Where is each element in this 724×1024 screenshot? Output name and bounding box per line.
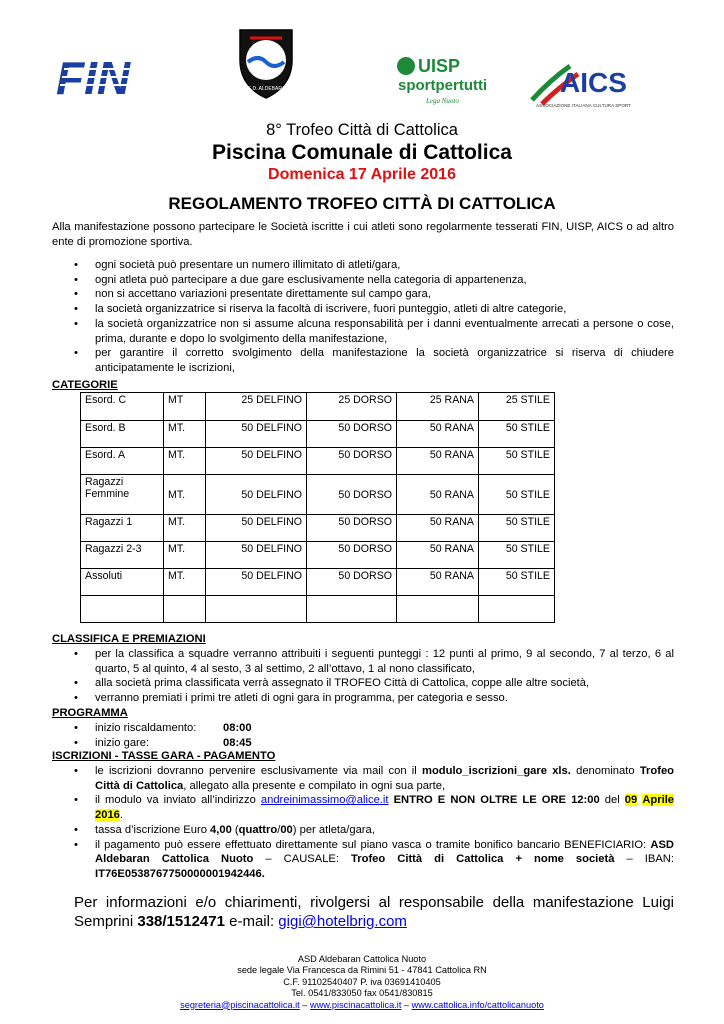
classifica-item: • alla società prima classificata verrà assegnato il TROFEO Città di Cattolica, coppe alle altre società, xyxy=(52,676,674,691)
rule-item: • ogni società può presentare un numero illimitato di atleti/gara, xyxy=(52,258,674,273)
footer-phone: Tel. 0541/833050 fax 0541/830815 xyxy=(291,988,433,999)
table-row xyxy=(81,475,555,515)
uisp-logo xyxy=(396,52,486,106)
category-cell: Ragazzi Femmine xyxy=(81,475,164,515)
race-cell: 50 DELFINO xyxy=(206,448,307,475)
uisp-logo-main: UISP xyxy=(418,56,461,76)
table-row xyxy=(81,421,555,448)
categories-heading: CATEGORIE xyxy=(52,379,118,391)
footer-org: ASD Aldebaran Cattolica Nuoto xyxy=(297,954,427,964)
footer-site-link[interactable]: www.piscinacattolica.it xyxy=(309,999,402,1010)
fin-logo xyxy=(54,54,170,100)
unit-cell: MT. xyxy=(164,475,206,515)
race-cell: 50 STILE xyxy=(479,542,555,569)
aldebaran-logo xyxy=(232,26,300,100)
rule-item: • la società organizzatrice si riserva la facoltà di iscrivere, fuori punteggio, atleti di altre categorie, xyxy=(52,302,674,317)
aldebaran-logo-text: A.S.D. ALDEBARAN xyxy=(243,86,289,92)
unit-cell: MT. xyxy=(164,569,206,596)
footer-links: segreteria@piscinacattolica.it – www.piscinacattolica.it – www.cattolica.info/cattolicanuoto xyxy=(180,999,544,1010)
race-cell: 50 DELFINO xyxy=(206,475,307,515)
category-cell: Esord. C xyxy=(81,393,164,421)
classifica-item: • per la classifica a squadre verranno attribuiti i seguenti punteggi : 12 punti al primo, 9 al secondo, 7 al terzo, 6 al quarto, 5 al quinto, 4 al sesto, 3 al settimo, 2 all’ottavo, 1 al nono classificato, xyxy=(52,647,674,676)
race-cell: 50 DORSO xyxy=(307,421,397,448)
deadline-highlight: 09 xyxy=(624,794,638,807)
iscrizioni-item: • il pagamento può essere effettuato direttamente sul piano vasca o tramite bonifico bancario BENEFICIARIO: ASD Aldebaran Cattolica Nuoto – CAUSALE: Trofeo Città di Cattolica + nome società – IBAN: IT76E0538767750000001942446. xyxy=(52,838,674,882)
categories-table xyxy=(80,392,555,623)
intro-paragraph: Alla manifestazione possono partecipare le Società iscritte i cui atleti sono regolarmente tesserati FIN, UISP, AICS o ad altro ente di promozione sportiva. xyxy=(52,221,674,248)
unit-cell: MT. xyxy=(164,542,206,569)
iscrizioni-list xyxy=(52,764,674,882)
race-cell: 50 STILE xyxy=(479,448,555,475)
race-cell: 50 RANA xyxy=(397,569,479,596)
category-cell: Ragazzi 2-3 xyxy=(81,542,164,569)
rule-item: • per garantire il corretto svolgimento della manifestazione la società organizzatrice si riserva di chiudere anticipatamente le iscrizioni, xyxy=(52,346,674,375)
footer-site-link-2[interactable]: www.cattolica.info/cattolicanuoto xyxy=(411,999,544,1010)
footer-email-link[interactable]: segreteria@piscinacattolica.it xyxy=(180,999,300,1010)
unit-cell: MT. xyxy=(164,448,206,475)
programma-label: inizio gare: xyxy=(95,736,150,749)
race-cell: 50 DELFINO xyxy=(206,542,307,569)
race-cell: 50 RANA xyxy=(397,421,479,448)
race-cell: 50 DELFINO xyxy=(206,515,307,542)
unit-cell: MT. xyxy=(164,421,206,448)
race-cell: 50 DORSO xyxy=(307,475,397,515)
race-cell: 50 DORSO xyxy=(307,569,397,596)
category-cell: Esord. B xyxy=(81,421,164,448)
programma-item xyxy=(52,736,452,751)
rule-item: • ogni atleta può partecipare a due gare esclusivamente nella categoria di appartenenza, xyxy=(52,273,674,288)
email-link[interactable]: andreinimassimo@alice.it xyxy=(260,794,389,807)
info-email-link[interactable]: gigi@hotelbrig.com xyxy=(278,913,407,930)
race-cell: 50 DORSO xyxy=(307,448,397,475)
rule-item: • non si accettano variazioni presentate direttamente sul campo gara, xyxy=(52,287,674,302)
race-cell: 50 DELFINO xyxy=(206,569,307,596)
race-cell: 50 STILE xyxy=(479,515,555,542)
programma-time: 08:00 xyxy=(223,722,252,734)
aics-logo xyxy=(530,60,634,110)
race-cell: 25 DELFINO xyxy=(206,393,307,421)
programma-item xyxy=(52,721,452,736)
classifica-item: • verranno premiati i primi tre atleti di ogni gara in programma, per categoria e sesso. xyxy=(52,691,674,706)
aics-logo-main: AICS xyxy=(560,67,627,98)
info-phone: 338/1512471 xyxy=(137,913,225,930)
event-subtitle: 8° Trofeo Città di Cattolica xyxy=(266,121,458,139)
iscrizioni-item: • tassa d’iscrizione Euro 4,00 (quattro/00) per atleta/gara, xyxy=(52,823,674,838)
table-row-empty xyxy=(81,596,555,623)
race-cell: 50 DORSO xyxy=(307,542,397,569)
race-cell: 50 STILE xyxy=(479,569,555,596)
iscrizioni-heading: ISCRIZIONI - TASSE GARA - PAGAMENTO xyxy=(52,750,276,762)
fin-logo-text: FIN xyxy=(56,54,131,100)
footer-tax: C.F. 91102540407 P. iva 03691410405 xyxy=(283,976,441,987)
table-row xyxy=(81,448,555,475)
unit-cell: MT xyxy=(164,393,206,421)
iban: IT76E0538767750000001942446. xyxy=(95,867,265,880)
info-paragraph: Per informazioni e/o chiarimenti, rivolgersi al responsabile della manifestazione Luigi Semprini 338/1512471 e-mail: gigi@hotelbrig.com xyxy=(74,894,674,930)
race-cell: 50 RANA xyxy=(397,542,479,569)
regulation-title: REGOLAMENTO TROFEO CITTÀ DI CATTOLICA xyxy=(168,194,556,213)
category-cell: Assoluti xyxy=(81,569,164,596)
programma-label: inizio riscaldamento: xyxy=(95,722,197,734)
aics-logo-sub: ASSOCIAZIONE ITALIANA CULTURA SPORT xyxy=(536,103,631,108)
race-cell: 50 RANA xyxy=(397,475,479,515)
category-cell: Ragazzi 1 xyxy=(81,515,164,542)
rules-list xyxy=(52,258,674,376)
deadline-highlight: Aprile 2016 xyxy=(95,794,675,822)
iscrizioni-item: • le iscrizioni dovranno pervenire esclusivamente via mail con il modulo_iscrizioni_gare xls. denominato Trofeo Città di Cattolica, allegato alla presente e compilato in ogni sua parte, xyxy=(52,764,674,793)
event-date: Domenica 17 Aprile 2016 xyxy=(268,166,456,183)
race-cell: 25 RANA xyxy=(397,393,479,421)
race-cell: 50 STILE xyxy=(479,475,555,515)
classifica-heading: CLASSIFICA E PREMIAZIONI xyxy=(52,633,206,645)
table-row xyxy=(81,569,555,596)
race-cell: 25 DORSO xyxy=(307,393,397,421)
rule-item: • la società organizzatrice non si assume alcuna responsabilità per i danni eventualmente arrecati a persone o cose, prima, durante e dopo lo svolgimento della manifestazione, xyxy=(52,317,674,346)
iscrizioni-item: • il modulo va inviato all’indirizzo andreinimassimo@alice.it ENTRO E NON OLTRE LE ORE 12:00 del 09 Aprile 2016. xyxy=(52,793,674,822)
race-cell: 50 DORSO xyxy=(307,515,397,542)
table-row xyxy=(81,393,555,421)
uisp-logo-sub: sportpertutti xyxy=(398,77,486,94)
page-title: Piscina Comunale di Cattolica xyxy=(212,141,512,164)
footer-address: sede legale Via Francesca da Rimini 51 - 47841 Cattolica RN xyxy=(237,965,487,976)
uisp-logo-tag: Lega Nuoto xyxy=(426,97,459,105)
table-row xyxy=(81,515,555,542)
programma-list xyxy=(52,721,452,750)
classifica-list xyxy=(52,647,674,706)
programma-time: 08:45 xyxy=(223,736,252,749)
programma-heading: PROGRAMMA xyxy=(52,707,128,719)
race-cell: 50 RANA xyxy=(397,515,479,542)
footer xyxy=(0,954,724,1011)
race-cell: 50 STILE xyxy=(479,421,555,448)
category-cell: Esord. A xyxy=(81,448,164,475)
race-cell: 50 RANA xyxy=(397,448,479,475)
table-row xyxy=(81,542,555,569)
race-cell: 50 DELFINO xyxy=(206,421,307,448)
unit-cell: MT. xyxy=(164,515,206,542)
race-cell: 25 STILE xyxy=(479,393,555,421)
